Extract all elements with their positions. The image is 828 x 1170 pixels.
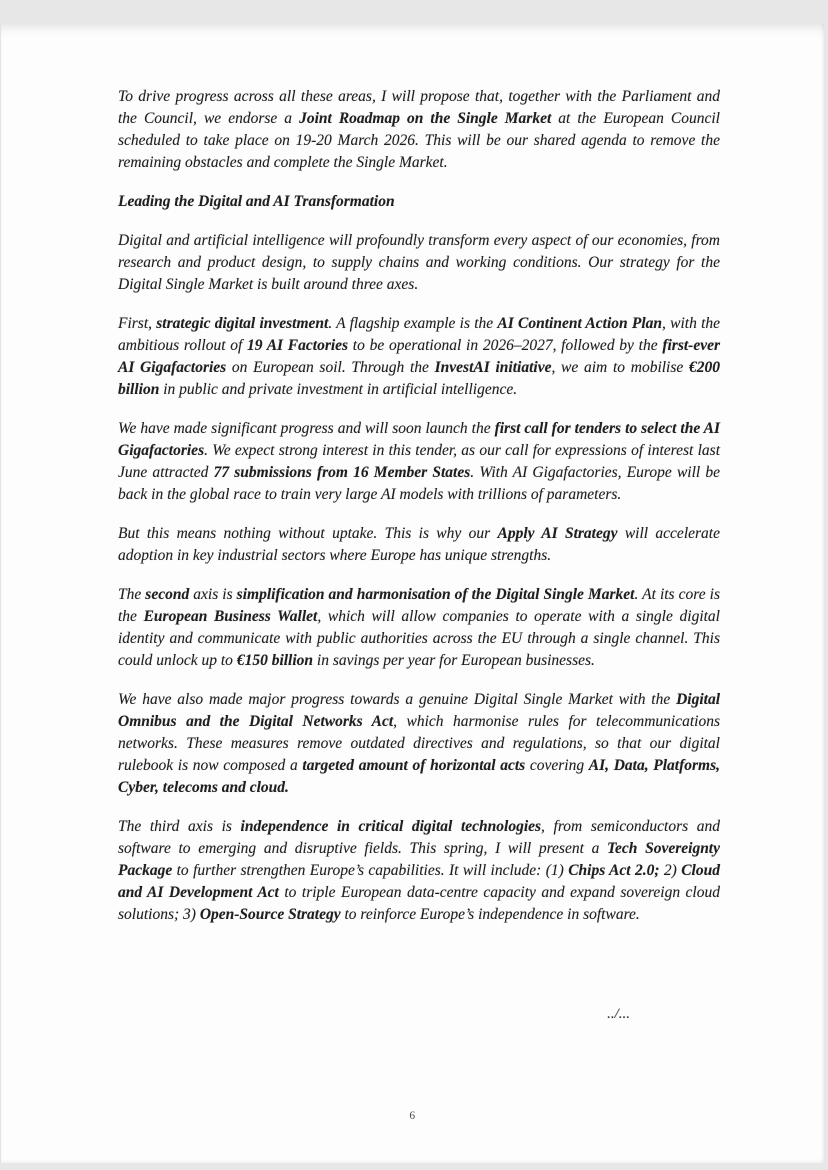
document-body (118, 86, 720, 943)
paragraph-digital-omnibus: We have also made major progress towards a genuine Digital Single Market with the Digital Omnibus and the Digital Networks Act, which harmonise rules for telecommunications networks. These measures remove outdated directives and regulations, so that our digital rulebook is now composed a targeted amount of horizontal acts covering AI, Data, Platforms, Cyber, telecoms and cloud. (118, 691, 720, 796)
paragraph-gigafactories-tender: We have made significant progress and will soon launch the first call for tenders to select the AI Gigafactories. We expect strong interest in this tender, as our call for expressions of interest last June attracted 77 submissions from 16 Member States. With AI Gigafactories, Europe will be back in the global race to train very large AI models with trillions of parameters. (118, 420, 721, 503)
paragraph-apply-ai: But this means nothing without uptake. This is why our Apply AI Strategy will accelerate adoption in key industrial sectors where Europe has unique strengths. (118, 525, 720, 564)
continuation-mark: ../... (607, 1006, 630, 1022)
document-page (0, 24, 824, 1163)
paragraph-intro-axes: Digital and artificial intelligence will profoundly transform every aspect of our economies, from research and product design, to supply chains and working conditions. Our strategy for the Digital Single Market is built around three axes. (118, 232, 720, 293)
paragraph-second-axis: The second axis is simplification and harmonisation of the Digital Single Market. At its core is the European Business Wallet, which will allow companies to operate with a single digital identity and communicate with public authorities across the EU through a single channel. This could unlock up to €150 billion in savings per year for European businesses. (118, 586, 720, 669)
section-heading: Leading the Digital and AI Transformation (118, 193, 395, 210)
paragraph-first-axis: First, strategic digital investment. A flagship example is the AI Continent Action Plan, with the ambitious rollout of 19 AI Factories to be operational in 2026–2027, followed by the first-ever AI Gigafactories on European soil. Through the InvestAI initiative, we aim to mobilise €200 billion in public and private investment in artificial intelligence. (118, 315, 721, 398)
paragraph-third-axis: The third axis is independence in critical digital technologies, from semiconductors and software to emerging and disruptive fields. This spring, I will present a Tech Sovereignty Package to further strengthen Europe’s capabilities. It will include: (1) Chips Act 2.0; 2) Cloud and AI Development Act to triple European data-centre capacity and expand sovereign cloud solutions; 3) Open-Source Strategy to reinforce Europe’s independence in software. (118, 818, 720, 923)
paragraph-roadmap: To drive progress across all these areas, I will propose that, together with the Parliament and the Council, we endorse a Joint Roadmap on the Single Market at the European Council scheduled to take place on 19-20 March 2026. This will be our shared agenda to remove the remaining obstacles and complete the Single Market. (118, 88, 720, 171)
page-number: 6 (409, 1110, 416, 1122)
